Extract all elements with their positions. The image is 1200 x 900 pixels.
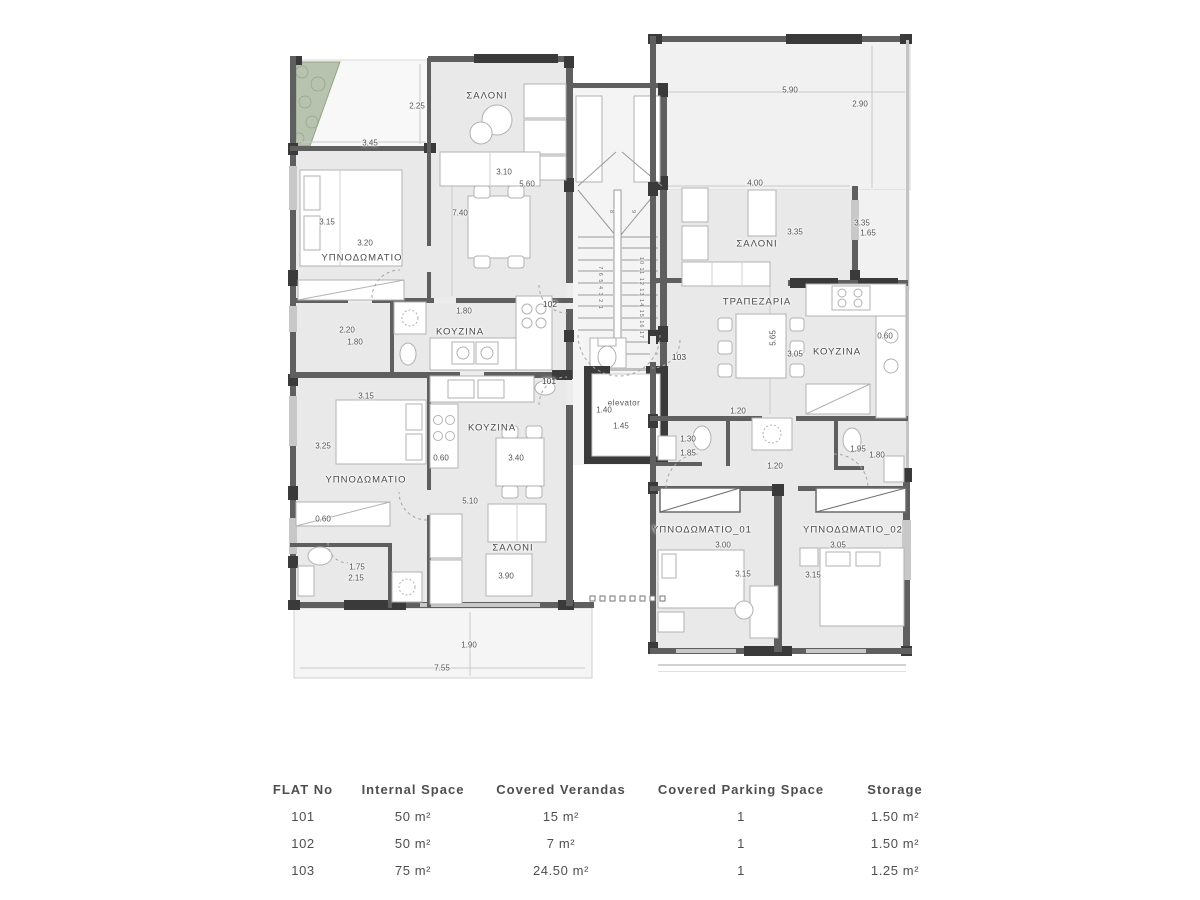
dimension-label: 2.90 — [852, 99, 868, 109]
dimension-label: elevator — [607, 398, 641, 408]
spec-table-cell: 15 m² — [542, 809, 580, 824]
spec-table-cell: 1 — [737, 863, 745, 878]
spec-table-cell: 103 — [291, 863, 315, 878]
spec-table-header-cell: Storage — [867, 782, 923, 797]
floor-plan-drawing — [280, 30, 920, 690]
dimension-label: 2.20 — [339, 325, 355, 335]
room-label: ΥΠΝΟΔΩΜΑΤΙΟ_02 — [803, 524, 903, 536]
dimension-label: 3.15 — [319, 217, 335, 227]
spec-table-cell: 50 m² — [394, 809, 432, 824]
dimension-label: 3.40 — [508, 453, 524, 463]
dimension-label: 1.45 — [613, 421, 629, 431]
flat-number-label: 102 — [542, 299, 558, 309]
dimension-label: 3.05 — [787, 349, 803, 359]
spec-table-cell: 24.50 m² — [532, 863, 590, 878]
spec-table-row — [250, 803, 960, 830]
dimension-label: 3.05 — [830, 540, 846, 550]
dimension-label: 4.00 — [747, 178, 763, 188]
room-label: ΤΡΑΠΕΖΑΡΙΑ — [722, 296, 792, 308]
room-label: ΣΑΛΟΝΙ — [736, 238, 778, 250]
room-label: ΚΟΥΖΙΝΑ — [435, 326, 485, 338]
dimension-label: 3.90 — [498, 571, 514, 581]
dimension-label: 1.20 — [730, 406, 746, 416]
spec-table — [250, 776, 960, 884]
dimension-label: 2.15 — [348, 573, 364, 583]
dimension-label: 1.95 — [850, 444, 866, 454]
room-label: ΥΠΝΟΔΩΜΑΤΙΟ — [325, 474, 407, 486]
dimension-label: 3.10 — [496, 167, 512, 177]
spec-table-cell: 75 m² — [394, 863, 432, 878]
room-label: ΥΠΝΟΔΩΜΑΤΙΟ_01 — [652, 524, 752, 536]
dimension-label: 5.10 — [462, 496, 478, 506]
dimension-label: 1.90 — [461, 640, 477, 650]
dimension-label: 3.35 — [854, 218, 870, 228]
dimension-label: 3.15 — [735, 569, 751, 579]
dimension-label: 10 11 12 13 14 15 16 17 — [638, 256, 644, 340]
dimension-label: 1.80 — [456, 306, 472, 316]
dimension-label: 3.35 — [787, 227, 803, 237]
dimension-label: 0.60 — [877, 331, 893, 341]
spec-table-cell: 102 — [291, 836, 315, 851]
dimension-label: 1.65 — [860, 228, 876, 238]
dimension-label: 3.45 — [362, 138, 378, 148]
spec-table-row — [250, 830, 960, 857]
spec-table-cell: 1.25 m² — [870, 863, 920, 878]
spec-table-header-cell: Covered Verandas — [496, 782, 626, 797]
spec-table-cell: 1.50 m² — [870, 836, 920, 851]
spec-table-header-row — [250, 776, 960, 803]
flat-number-label: 101 — [541, 376, 557, 386]
dimension-label: 5.60 — [519, 179, 535, 189]
dimension-label: 5.90 — [782, 85, 798, 95]
dimension-label: 1.30 — [680, 434, 696, 444]
dimension-label: 1.40 — [596, 405, 612, 415]
dimension-label: 3.25 — [315, 441, 331, 451]
spec-table-cell: 101 — [291, 809, 315, 824]
dimension-label: 7 6 5 4 3 2 1 — [597, 266, 603, 310]
spec-table-header-cell: Covered Parking Space — [657, 782, 825, 797]
spec-table-cell: 7 m² — [546, 836, 576, 851]
room-label: ΥΠΝΟΔΩΜΑΤΙΟ — [321, 252, 403, 264]
spec-table-cell: 1.50 m² — [870, 809, 920, 824]
room-label: ΚΟΥΖΙΝΑ — [467, 422, 517, 434]
dimension-label: 7.40 — [452, 208, 468, 218]
dimension-label: 3.15 — [358, 391, 374, 401]
spec-table-row — [250, 857, 960, 884]
spec-table-header-cell: FLAT No — [272, 782, 334, 797]
dimension-label: 8 — [608, 209, 614, 215]
dimension-label: 7.55 — [434, 663, 450, 673]
spec-table-cell: 1 — [737, 836, 745, 851]
dimension-label: 0.60 — [433, 453, 449, 463]
room-label: ΚΟΥΖΙΝΑ — [812, 346, 862, 358]
dimension-label: 3.00 — [715, 540, 731, 550]
dimension-label: 1.85 — [680, 448, 696, 458]
spec-table-header-cell: Internal Space — [361, 782, 465, 797]
dimension-label: 1.80 — [347, 337, 363, 347]
boundary-markers — [590, 596, 665, 601]
dimension-label: 1.75 — [349, 562, 365, 572]
dimension-label: 3.15 — [805, 570, 821, 580]
room-label: ΣΑΛΟΝΙ — [492, 542, 534, 554]
dimension-label: 0.60 — [315, 514, 331, 524]
spec-table-cell: 50 m² — [394, 836, 432, 851]
dimension-label: 1.80 — [869, 450, 885, 460]
dimension-label: 5.65 — [768, 330, 778, 346]
dimension-label: 9 — [630, 209, 636, 215]
dimension-label: 1.20 — [767, 461, 783, 471]
dimension-label: 3.20 — [357, 238, 373, 248]
flat-number-label: 103 — [671, 352, 687, 362]
dimension-label: 2.25 — [409, 101, 425, 111]
spec-table-cell: 1 — [737, 809, 745, 824]
room-label: ΣΑΛΟΝΙ — [466, 90, 508, 102]
